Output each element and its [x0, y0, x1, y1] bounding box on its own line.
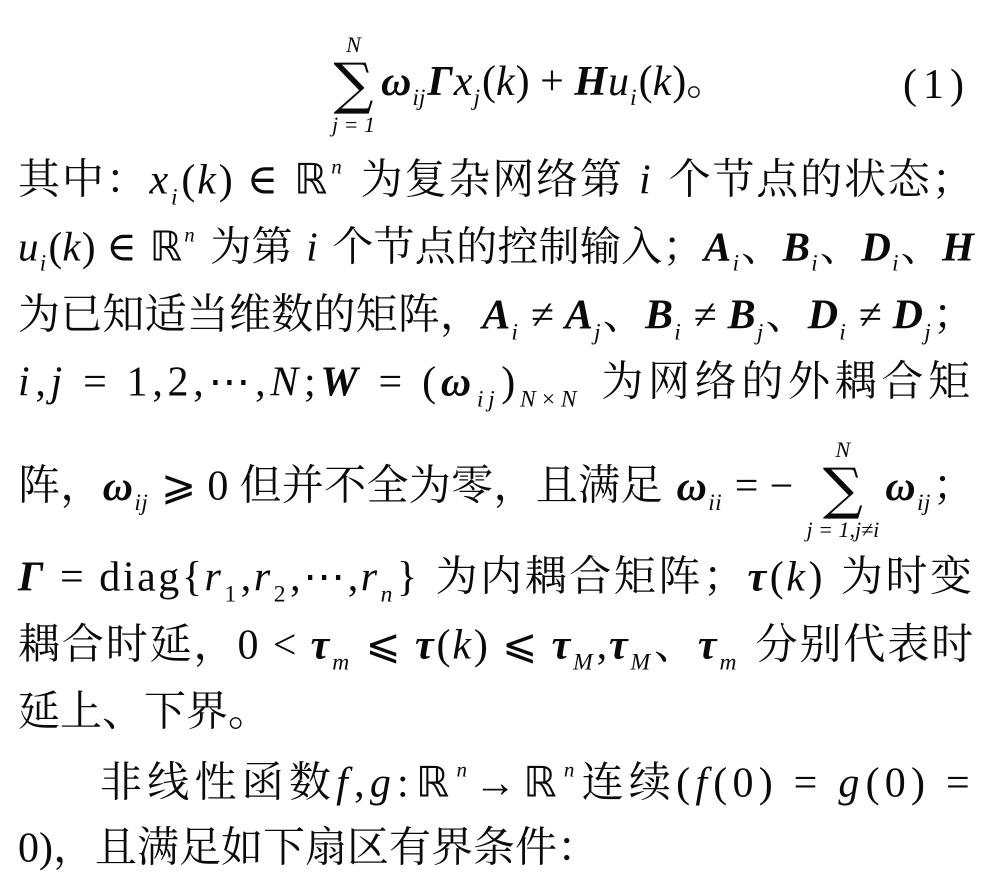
- math-variable: g: [369, 760, 397, 807]
- math-variable: k: [62, 223, 81, 270]
- math-variable: x: [149, 157, 170, 204]
- subscript: j: [594, 319, 601, 346]
- math-text: ;: [303, 359, 321, 406]
- text-run: ；: [932, 460, 976, 510]
- math-bold-symbol: H: [574, 58, 608, 105]
- math-bold-symbol: ω: [676, 463, 708, 510]
- math-text: (: [436, 622, 453, 669]
- math-text: (0) =: [713, 760, 839, 807]
- text-run: 、: [741, 222, 783, 271]
- math-text: ): [218, 157, 235, 204]
- math-bold-symbol: τ: [414, 622, 436, 669]
- math-text: ) ⩽: [473, 622, 552, 669]
- subscript: m: [719, 649, 739, 676]
- text-line: [18, 685, 270, 739]
- blackboard-symbol: ℝ: [523, 757, 562, 807]
- blackboard-symbol: ℝ: [149, 222, 183, 271]
- subscript: i: [892, 250, 899, 276]
- text-run: 、: [819, 222, 862, 271]
- subscript: i: [732, 250, 740, 276]
- math-text: = −: [723, 463, 805, 510]
- math-variable: r: [204, 554, 224, 601]
- math-bold-symbol: B: [644, 292, 674, 339]
- subscript: i: [39, 250, 47, 276]
- text-line: [18, 438, 975, 542]
- math-variable: g: [838, 760, 865, 807]
- text-run: 非线性函数: [100, 757, 337, 807]
- math-variable: j: [50, 359, 67, 406]
- math-text: ,: [354, 760, 370, 807]
- math-text: →: [474, 760, 522, 807]
- math-text: = diag{: [46, 554, 205, 601]
- text-run: 耦合时延，: [18, 619, 238, 669]
- math-text: :: [397, 760, 414, 807]
- subscript: ij: [476, 386, 500, 413]
- text-line: [18, 551, 975, 610]
- text-line: [18, 619, 975, 678]
- equation-number: (1): [903, 62, 970, 108]
- subscript: M: [573, 649, 595, 676]
- text-run: 但并不全为零，且满足: [239, 460, 677, 510]
- math-text: ): [808, 554, 825, 601]
- text-run: 为内耦合矩阵；: [419, 551, 748, 601]
- text-line: [18, 221, 975, 278]
- superscript: n: [563, 757, 580, 782]
- math-text: ≠: [682, 292, 728, 339]
- math-text: (: [181, 157, 198, 204]
- math-text: (0) =: [865, 760, 975, 807]
- math-text: ∈: [234, 157, 293, 204]
- math-text: (: [769, 554, 787, 601]
- math-bold-symbol: ω: [102, 463, 134, 510]
- math-text: ⩾ 0: [150, 463, 240, 510]
- text-line: [18, 821, 599, 875]
- math-text: ): [672, 58, 687, 105]
- math-variable: i: [306, 223, 318, 270]
- subscript: ii: [708, 490, 722, 517]
- subscript: N×N: [519, 386, 582, 413]
- summation-operator: ∑: [333, 52, 374, 117]
- math-bold-symbol: ω: [885, 463, 916, 510]
- subscript: m: [332, 649, 352, 676]
- math-bold-symbol: τ: [310, 622, 332, 669]
- math-text: +: [529, 58, 575, 105]
- subscript: M: [630, 649, 653, 676]
- subscript: j: [924, 319, 931, 346]
- math-variable: k: [786, 554, 808, 601]
- equation-line: [330, 33, 728, 137]
- math-text: ,⋯,: [290, 554, 361, 601]
- summation-upper-limit: N: [835, 436, 851, 462]
- subscript: 2: [273, 581, 289, 608]
- paragraph-first-line: [100, 756, 975, 810]
- math-variable: f: [695, 760, 713, 807]
- math-text: }: [396, 554, 420, 601]
- math-bold-symbol: Γ: [18, 554, 46, 601]
- subscript: ij: [412, 85, 426, 112]
- math-text: ,: [596, 622, 610, 669]
- math-bold-symbol: B: [727, 292, 756, 339]
- text-run: 为复杂网络第: [345, 154, 639, 204]
- math-text: 0): [18, 825, 53, 872]
- summation: [332, 33, 375, 137]
- math-variable: u: [18, 223, 39, 270]
- math-bold-symbol: D: [861, 223, 892, 270]
- math-bold-symbol: τ: [551, 622, 573, 669]
- superscript: n: [184, 224, 195, 246]
- math-bold-symbol: Γ: [427, 58, 453, 105]
- text-run: 。: [686, 55, 729, 105]
- math-text: = (: [363, 359, 441, 406]
- math-text: ⩽: [353, 622, 415, 669]
- math-variable: k: [652, 58, 672, 105]
- text-run: 其中：: [18, 154, 150, 204]
- text-run: 个节点的状态；: [653, 154, 976, 204]
- math-bold-symbol: A: [564, 292, 594, 339]
- math-bold-symbol: D: [892, 292, 924, 339]
- math-variable: u: [608, 58, 630, 105]
- math-bold-symbol: ω: [380, 58, 412, 105]
- math-text: ): [81, 223, 96, 270]
- subscript: 1: [224, 581, 239, 608]
- subscript: ij: [917, 490, 931, 517]
- math-bold-symbol: A: [482, 292, 511, 339]
- text-run: 连续: [581, 757, 677, 807]
- text-run: 阵，: [18, 460, 103, 510]
- math-variable: r: [253, 554, 273, 601]
- math-text: ≠: [848, 292, 893, 339]
- summation-upper-limit: N: [346, 31, 361, 57]
- math-bold-symbol: ω: [440, 359, 476, 406]
- text-run: 为时变: [825, 551, 975, 601]
- math-bold-symbol: τ: [609, 622, 630, 669]
- summation-lower-limit: j = 1,j≠i: [806, 517, 880, 542]
- text-run: 、: [602, 289, 645, 339]
- math-variable: i: [18, 359, 35, 406]
- math-variable: N: [270, 359, 303, 406]
- math-bold-symbol: A: [703, 223, 732, 270]
- summation: [807, 438, 880, 542]
- text-run: 、: [654, 619, 698, 669]
- blackboard-symbol: ℝ: [294, 154, 330, 204]
- subscript: i: [630, 85, 637, 112]
- math-bold-symbol: τ: [747, 554, 769, 601]
- math-text: ≠: [520, 292, 565, 339]
- math-variable: i: [638, 157, 653, 204]
- math-variable: k: [452, 622, 473, 669]
- text-line: [18, 356, 975, 415]
- subscript: j: [756, 319, 764, 346]
- math-bold-symbol: τ: [697, 622, 719, 669]
- subscript: i: [674, 319, 681, 346]
- math-text: ): [515, 58, 530, 105]
- superscript: n: [456, 757, 473, 782]
- math-variable: k: [197, 157, 218, 204]
- math-text: (: [482, 58, 496, 105]
- text-run: 为网络的外耦合矩: [583, 356, 975, 406]
- text-line: [18, 154, 975, 213]
- subscript: i: [171, 184, 180, 211]
- text-run: 分别代表时: [740, 619, 975, 669]
- subscript: i: [811, 250, 818, 276]
- summation-operator: ∑: [822, 457, 863, 522]
- math-text: (: [638, 58, 653, 105]
- subscript: i: [839, 319, 846, 346]
- math-variable: r: [360, 554, 380, 601]
- text-run: 个节点的控制输入；: [318, 222, 704, 271]
- math-bold-symbol: D: [807, 292, 839, 339]
- math-text: (: [676, 760, 696, 807]
- math-bold-symbol: B: [782, 223, 811, 270]
- math-text: (: [48, 223, 63, 270]
- math-variable: f: [336, 760, 354, 807]
- math-variable: k: [496, 58, 515, 105]
- math-text: ,: [35, 359, 51, 406]
- math-text: = 1,2,⋯,: [67, 359, 271, 406]
- text-run: ，且满足如下扇区有界条件：: [53, 822, 600, 872]
- text-run: 、: [765, 289, 808, 339]
- subscript: i: [511, 319, 519, 346]
- text-run: 为已知适当维数的矩阵，: [18, 289, 483, 339]
- text-run: 为第: [196, 222, 307, 271]
- text-line: [18, 289, 975, 348]
- subscript: n: [380, 581, 395, 608]
- text-run: 、: [900, 222, 943, 271]
- subscript: j: [473, 85, 480, 112]
- math-text: ): [501, 359, 520, 406]
- math-text: ∈: [95, 223, 148, 270]
- superscript: n: [331, 154, 344, 179]
- blackboard-symbol: ℝ: [415, 757, 455, 807]
- math-text: ,: [240, 554, 254, 601]
- math-bold-symbol: W: [320, 359, 363, 406]
- text-run: 延上、下界。: [18, 686, 271, 736]
- subscript: ij: [134, 490, 149, 517]
- math-variable: x: [453, 58, 473, 105]
- math-bold-symbol: H: [942, 223, 975, 270]
- math-text: 0 <: [237, 622, 311, 669]
- summation-lower-limit: j = 1: [332, 112, 375, 137]
- text-run: ；: [932, 289, 976, 339]
